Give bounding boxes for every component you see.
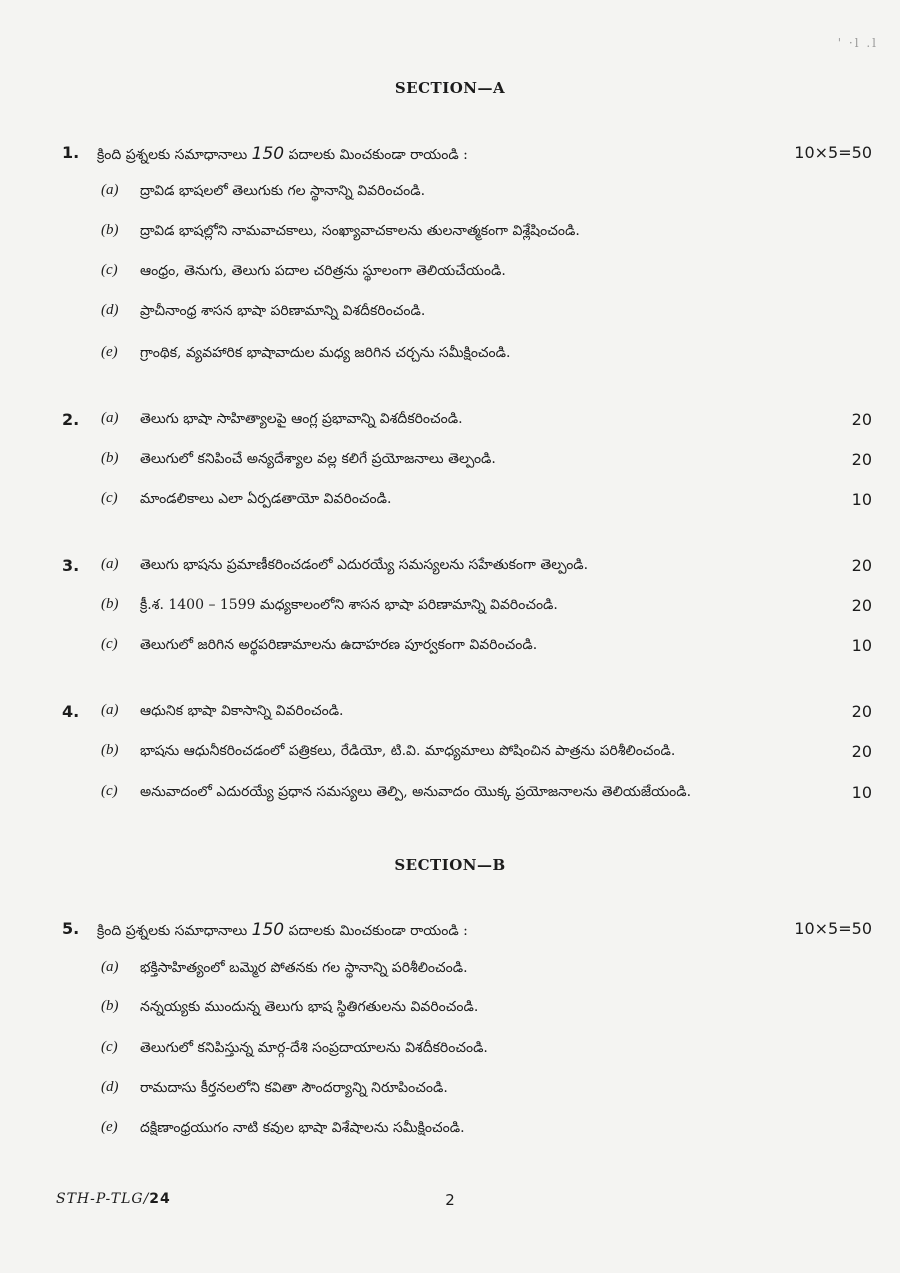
part-text: ఆధునిక భాషా వికాసాన్ని వివరించండి. [140, 703, 344, 719]
part-text: రామదాసు కీర్తనలలోని కవితా సౌందర్యాన్ని నిరూపించండి. [140, 1080, 448, 1096]
question-5 [0, 919, 900, 943]
q5-part-e [0, 1119, 900, 1143]
part-label: (a) [101, 410, 119, 426]
part-label: (e) [101, 344, 118, 360]
part-text: నన్నయ్యకు ముందున్న తెలుగు భాష స్థితిగతులను వివరించండి. [140, 999, 479, 1015]
marks: 20 [851, 596, 872, 615]
part-text: ఆంధ్రం, తెనుగు, తెలుగు పదాల చరిత్రను స్థూలంగా తెలియచేయండి. [140, 263, 506, 279]
q5-part-d [0, 1079, 900, 1103]
marks: 10×5=50 [794, 143, 872, 162]
part-text: తెలుగు భాషా సాహిత్యాలపై ఆంగ్ల ప్రభావాన్ని విశదీకరించండి. [140, 411, 463, 427]
marks: 20 [851, 450, 872, 469]
question-number: 1. [62, 143, 80, 162]
part-label: (a) [101, 182, 119, 198]
q1-part-e [0, 344, 900, 368]
corner-mark: ' ·l .l [837, 36, 878, 50]
part-text: ప్రాచీనాంధ్ర శాసన భాషా పరిణామాన్ని విశదీకరించండి. [140, 303, 426, 319]
marks: 10 [851, 636, 872, 655]
word-count: 150 [251, 144, 285, 164]
q4-part-b [0, 742, 900, 766]
marks: 20 [851, 410, 872, 429]
part-label: (d) [101, 1079, 119, 1095]
part-text: దక్షిణాంధ్రయుగం నాటి కవుల భాషా విశేషాలను సమీక్షించండి. [140, 1120, 465, 1136]
q4-part-c [0, 783, 900, 807]
section-b-title: SECTION—B [394, 856, 506, 874]
q2-part-c [0, 490, 900, 514]
question-text: క్రింది ప్రశ్నలకు సమాధానాలు 150 పదాలకు మించకుండా రాయండి : [97, 920, 468, 940]
part-label: (c) [101, 636, 118, 652]
q5-part-c [0, 1039, 900, 1063]
question-1 [0, 143, 900, 167]
part-text: తెలుగులో కనిపించే అన్యదేశ్యాల వల్ల కలిగే ప్రయోజనాలు తెల్పండి. [140, 451, 496, 467]
part-text: అనువాదంలో ఎదురయ్యే ప్రధాన సమస్యలు తెల్పి, అనువాదం యొక్క ప్రయోజనాలను తెలియజేయండి. [140, 784, 692, 800]
part-text: ద్రావిడ భాషలలో తెలుగుకు గల స్థానాన్ని వివరించండి. [140, 183, 426, 199]
q5-part-b [0, 998, 900, 1022]
part-label: (b) [101, 998, 119, 1014]
q1-part-a [0, 182, 900, 206]
q2-part-b [0, 450, 900, 474]
part-text: తెలుగు భాషను ప్రమాణీకరించడంలో ఎదురయ్యే సమస్యలను సహేతుకంగా తెల్పండి. [140, 557, 589, 573]
q1-part-b [0, 222, 900, 246]
section-a-title: SECTION—A [394, 79, 506, 97]
q1-part-d [0, 302, 900, 326]
part-label: (e) [101, 1119, 118, 1135]
part-text: భాషను ఆధునీకరించడంలో పత్రికలు, రేడియో, టి.వి. మాధ్యమాలు పోషించిన పాత్రను పరిశీలించండి. [140, 743, 676, 759]
part-label: (b) [101, 222, 119, 238]
question-number: 2. [62, 410, 80, 429]
part-label: (c) [101, 262, 118, 278]
part-label: (c) [101, 783, 118, 799]
marks: 20 [851, 556, 872, 575]
q3-part-a [0, 556, 900, 580]
part-label: (b) [101, 450, 119, 466]
marks: 20 [851, 702, 872, 721]
marks: 10×5=50 [794, 919, 872, 938]
q3-part-b [0, 596, 900, 620]
marks: 10 [851, 490, 872, 509]
part-label: (a) [101, 702, 119, 718]
part-text: మాండలికాలు ఎలా ఏర్పడతాయో వివరించండి. [140, 491, 392, 507]
q4-part-a [0, 702, 900, 726]
word-count: 150 [251, 920, 285, 940]
part-text: క్రీ.శ. 1400 – 1599 మధ్యకాలంలోని శాసన భాషా పరిణామాన్ని వివరించండి. [140, 597, 558, 613]
part-label: (c) [101, 1039, 118, 1055]
question-text: క్రింది ప్రశ్నలకు సమాధానాలు 150 పదాలకు మించకుండా రాయండి : [97, 144, 468, 164]
part-text: తెలుగులో జరిగిన అర్థపరిణామాలను ఉదాహరణ పూర్వకంగా వివరించండి. [140, 637, 538, 653]
q1-part-c [0, 262, 900, 286]
question-number: 4. [62, 702, 80, 721]
part-label: (a) [101, 556, 119, 572]
question-number: 5. [62, 919, 80, 938]
part-label: (d) [101, 302, 119, 318]
part-text: ద్రావిడ భాషల్లోని నామవాచకాలు, సంఖ్యావాచకాలను తులనాత్మకంగా విశ్లేషించండి. [140, 223, 580, 239]
part-label: (c) [101, 490, 118, 506]
part-text: భక్తిసాహిత్యంలో బమ్మెర పోతనకు గల స్థానాన్ని పరిశీలించండి. [140, 960, 468, 976]
q5-part-a [0, 959, 900, 983]
marks: 10 [851, 783, 872, 802]
q3-part-c [0, 636, 900, 660]
part-label: (a) [101, 959, 119, 975]
part-label: (b) [101, 742, 119, 758]
paper-code: STH-P-TLG/24 [56, 1191, 171, 1207]
q2-part-a [0, 410, 900, 434]
question-number: 3. [62, 556, 80, 575]
page-number: 2 [445, 1191, 455, 1209]
marks: 20 [851, 742, 872, 761]
part-label: (b) [101, 596, 119, 612]
part-text: తెలుగులో కనిపిస్తున్న మార్గ-దేశి సంప్రదాయాలను విశదీకరించండి. [140, 1040, 488, 1056]
part-text: గ్రాంథిక, వ్యవహారిక భాషావాదుల మధ్య జరిగిన చర్చను సమీక్షించండి. [140, 345, 511, 361]
